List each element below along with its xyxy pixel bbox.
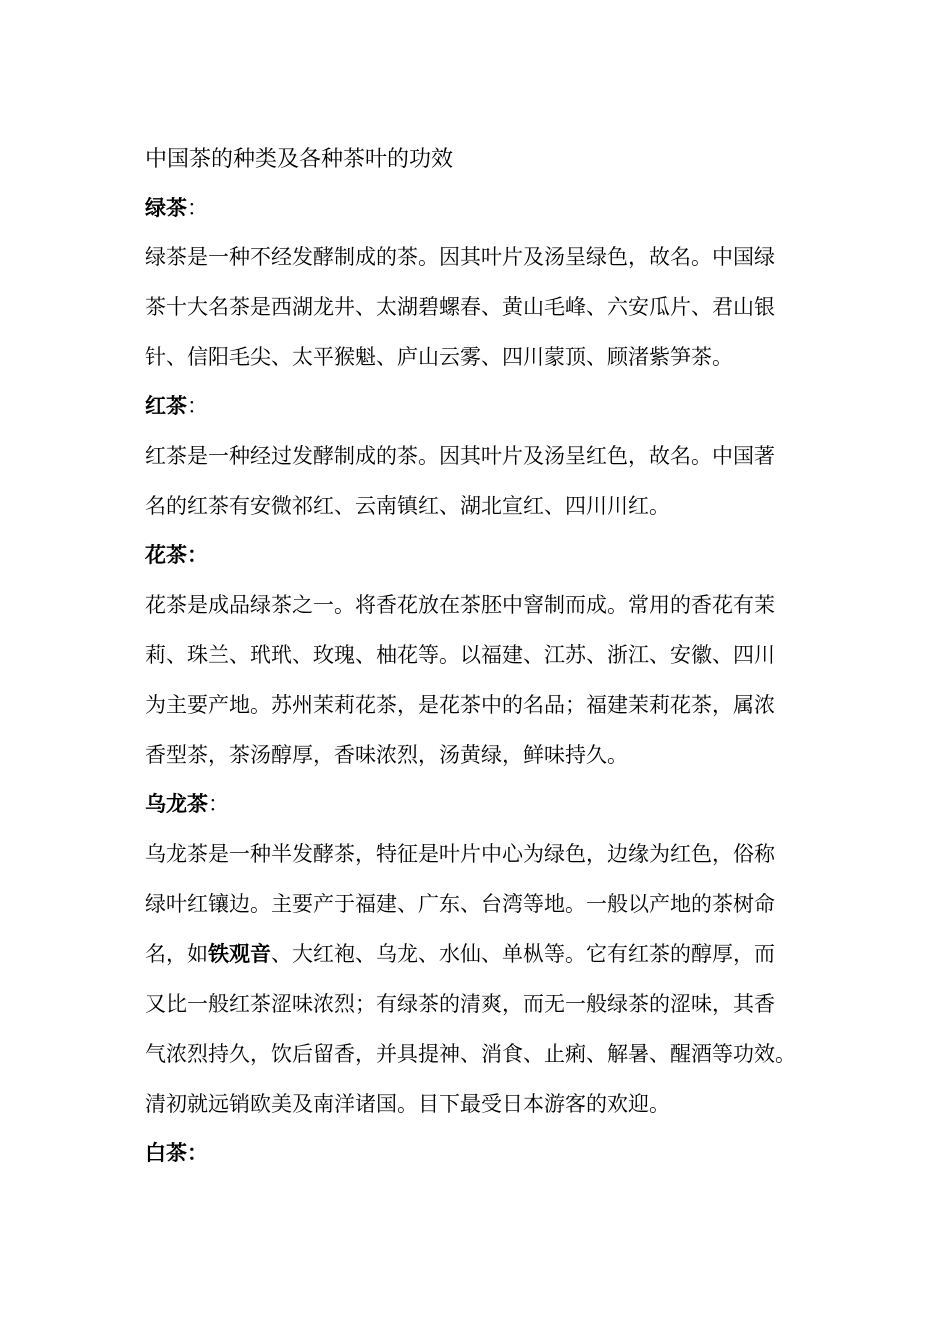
paragraph-line: 花茶是成品绿茶之一。将香花放在茶胚中窨制而成。常用的香花有茉 bbox=[145, 593, 775, 617]
line-suffix: 、大红袍、乌龙、水仙、单枞等。它有红茶的醇厚，而 bbox=[271, 942, 775, 966]
section-heading-white-tea bbox=[145, 1133, 208, 1173]
paragraph-line: 针、信阳毛尖、太平猴魁、庐山云雾、四川蒙顶、顾渚紫笋茶。 bbox=[145, 345, 733, 369]
page-title: 中国茶的种类及各种茶叶的功效 bbox=[145, 147, 454, 172]
heading-text: 花茶 bbox=[145, 543, 187, 567]
paragraph-line: 香型茶，茶汤醇厚，香味浓烈，汤黄绿，鲜味持久。 bbox=[145, 743, 628, 767]
paragraph-line: 名的红茶有安微祁红、云南镇红、湖北宣红、四川川红。 bbox=[145, 494, 670, 518]
paragraph-line: 绿茶是一种不经发酵制成的茶。因其叶片及汤呈绿色，故名。中国绿 bbox=[145, 245, 775, 269]
heading-colon: ： bbox=[187, 196, 208, 220]
section-heading-oolong-tea bbox=[145, 784, 229, 824]
paragraph-line: 绿叶红镶边。主要产于福建、广东、台湾等地。一般以产地的茶树命 bbox=[145, 892, 775, 916]
heading-text: 红茶 bbox=[145, 394, 187, 418]
paragraph-line: 又比一般红茶涩味浓烈；有绿茶的清爽，而无一般绿茶的涩味，其香 bbox=[145, 992, 775, 1016]
paragraph-green-tea bbox=[145, 232, 810, 382]
paragraph-line-with-bold bbox=[145, 929, 810, 979]
heading-colon: ： bbox=[187, 1141, 208, 1165]
paragraph-line: 茶十大名茶是西湖龙井、太湖碧螺春、黄山毛峰、六安瓜片、君山银 bbox=[145, 295, 775, 319]
section-heading-black-tea bbox=[145, 386, 208, 426]
paragraph-line: 气浓烈持久，饮后留香，并具提神、消食、止痢、解暑、醒酒等功效。 bbox=[145, 1042, 796, 1066]
paragraph-oolong-tea bbox=[145, 829, 810, 1129]
heading-text: 乌龙茶 bbox=[145, 792, 208, 816]
section-heading-flower-tea bbox=[145, 535, 208, 575]
heading-text: 白茶 bbox=[145, 1141, 187, 1165]
paragraph-line: 为主要产地。苏州茉莉花茶，是花茶中的名品；福建茉莉花茶，属浓 bbox=[145, 693, 775, 717]
heading-colon: ： bbox=[187, 394, 208, 418]
paragraph-line: 清初就远销欧美及南洋诸国。目下最受日本游客的欢迎。 bbox=[145, 1092, 670, 1116]
paragraph-flower-tea bbox=[145, 580, 810, 780]
line-prefix: 名，如 bbox=[145, 942, 208, 966]
heading-colon: ： bbox=[187, 543, 208, 567]
paragraph-line: 莉、珠兰、玳玳、玫瑰、柚花等。以福建、江苏、浙江、安徽、四川 bbox=[145, 643, 775, 667]
heading-colon: ： bbox=[208, 792, 229, 816]
section-heading-green-tea bbox=[145, 188, 208, 228]
heading-text: 绿茶 bbox=[145, 196, 187, 220]
bold-term-tieguanyin: 铁观音 bbox=[208, 942, 271, 966]
paragraph-line: 乌龙茶是一种半发酵茶，特征是叶片中心为绿色，边缘为红色，俗称 bbox=[145, 842, 775, 866]
paragraph-line: 红茶是一种经过发酵制成的茶。因其叶片及汤呈红色，故名。中国著 bbox=[145, 444, 775, 468]
paragraph-black-tea bbox=[145, 431, 810, 531]
